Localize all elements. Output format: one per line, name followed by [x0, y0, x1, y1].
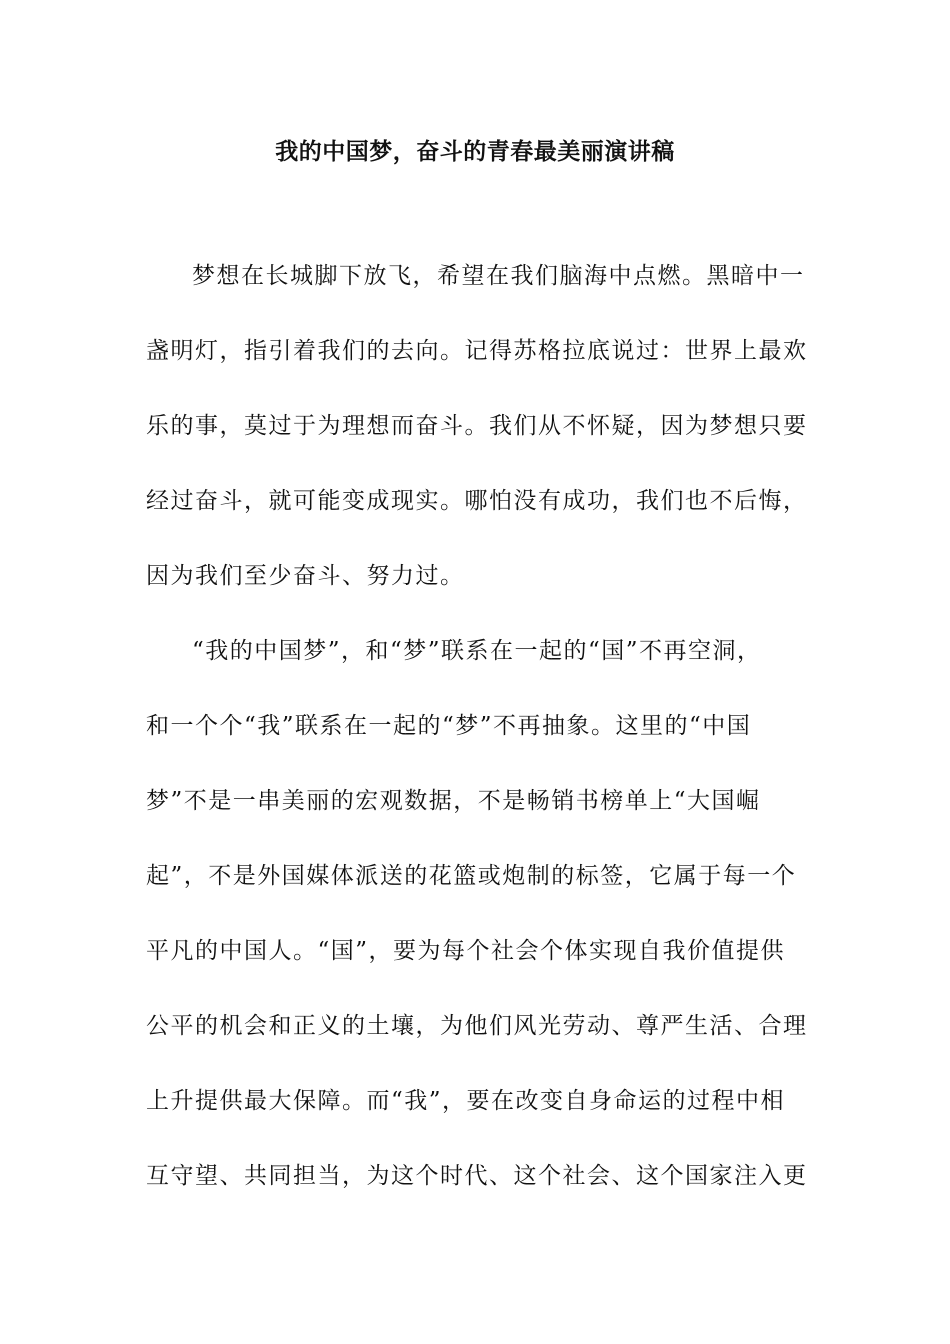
- paragraph-2-line-4: 起”，不是外国媒体派送的花篮或炮制的标签，它属于每一个: [146, 863, 797, 889]
- paragraph-2-line-3: 梦”不是一串美丽的宏观数据，不是畅销书榜单上“大国崛: [146, 788, 761, 814]
- paragraph-2-line-6: 公平的机会和正义的土壤，为他们风光劳动、尊严生活、合理: [146, 1013, 808, 1039]
- paragraph-1-line-3: 乐的事，莫过于为理想而奋斗。我们从不怀疑，因为梦想只要: [146, 413, 808, 439]
- paragraph-1-line-5: 因为我们至少奋斗、努力过。: [146, 563, 465, 589]
- paragraph-2-line-5: 平凡的中国人。“国”，要为每个社会个体实现自我价值提供: [146, 938, 786, 964]
- document-title: 我的中国梦，奋斗的青春最美丽演讲稿: [275, 138, 675, 165]
- paragraph-1-line-4: 经过奋斗，就可能变成现实。哪怕没有成功，我们也不后悔，: [146, 488, 808, 514]
- paragraph-1-line-1: 梦想在长城脚下放飞，希望在我们脑海中点燃。黑暗中一: [192, 263, 805, 289]
- paragraph-1-line-2: 盏明灯，指引着我们的去向。记得苏格拉底说过：世界上最欢: [146, 338, 808, 364]
- paragraph-2-line-2: 和一个个“我”联系在一起的“梦”不再抽象。这里的“中国: [146, 713, 752, 739]
- paragraph-2-line-8: 互守望、共同担当，为这个时代、这个社会、这个国家注入更: [146, 1163, 808, 1189]
- paragraph-2-line-7: 上升提供最大保障。而“我”，要在改变自身命运的过程中相: [146, 1088, 786, 1114]
- paragraph-2-line-1: “我的中国梦”，和“梦”联系在一起的“国”不再空洞，: [192, 638, 762, 664]
